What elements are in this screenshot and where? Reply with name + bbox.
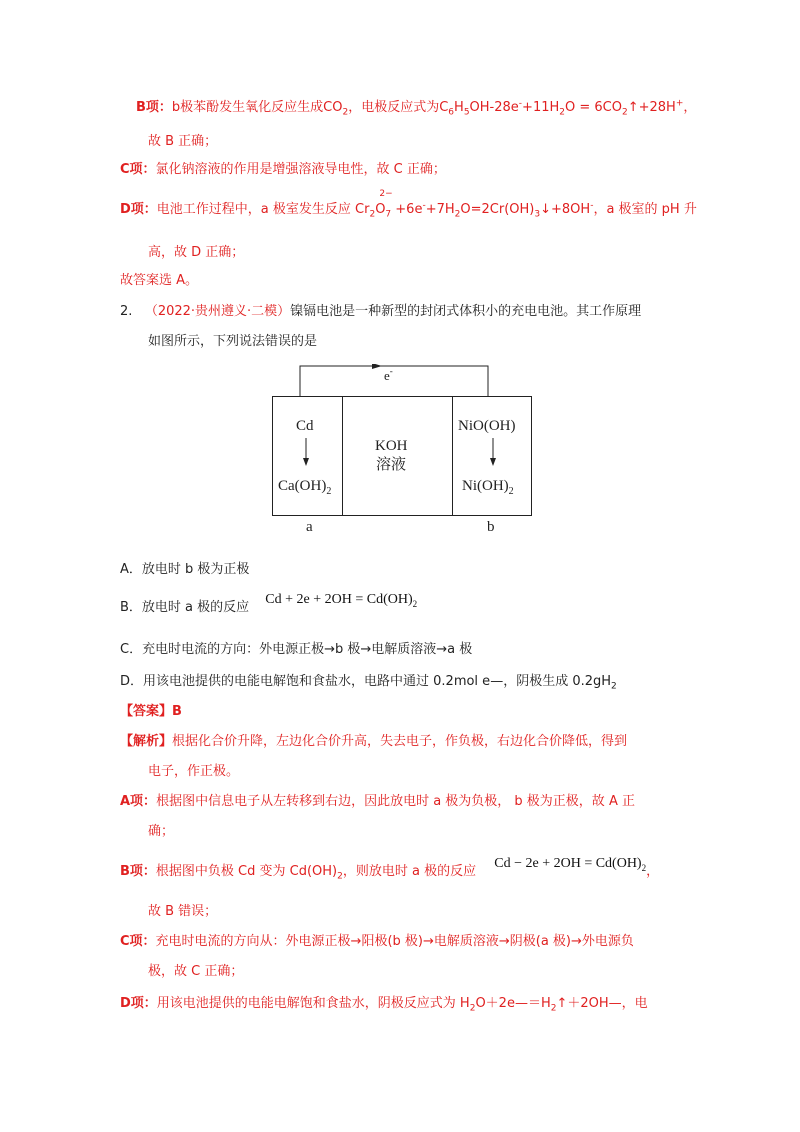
analysis-cont: 电子，作正极。 (148, 764, 240, 779)
text: — (490, 674, 504, 689)
analysis-d-line (120, 189, 697, 220)
question-2 (120, 302, 641, 322)
text: H (454, 100, 464, 115)
analysis-c2-cont: 极，故 C 正确； (148, 964, 244, 979)
analysis-b-line (136, 98, 696, 118)
question-number: 2. (120, 304, 133, 319)
subscript: 2 (508, 486, 514, 497)
analysis-line (120, 732, 627, 752)
left-top-label: Cd (296, 418, 314, 434)
text: Cd − 2e + 2OH = Cd(OH) (494, 856, 642, 871)
equation (494, 856, 646, 871)
text: 根据化合价升降，左边化合价升高，失去电子，作负极，右边化合价降低，得到 (172, 734, 628, 749)
electrolyte-sublabel: 溶液 (376, 457, 407, 473)
text: ， (683, 100, 697, 115)
subscript: 2 (641, 862, 647, 873)
text: ＝H (527, 996, 551, 1011)
text: 根据图中负极 Cd 变为 Cd(OH) (155, 864, 338, 879)
answer-line (120, 702, 182, 722)
text: +11H (522, 100, 560, 115)
subscript: 2 (611, 681, 617, 692)
subscript: 5 (463, 107, 470, 118)
text: 充电时电流的方向从：外电源正极→阳极(b 极)→电解质溶液→阴极(a 极)→外电源负 (155, 934, 634, 949)
text: ，电极反应式为C (348, 100, 449, 115)
external-wire (300, 366, 488, 396)
subscript: 2 (369, 209, 376, 220)
left-bottom-label (278, 478, 331, 497)
text: ↓+8OH (540, 202, 591, 217)
item-label: A项： (120, 794, 157, 809)
subscript: 2 (550, 1003, 557, 1014)
text: O＋2e (475, 996, 515, 1011)
superscript: + (675, 98, 684, 109)
analysis-label: 【解析】 (120, 734, 173, 749)
text: +7H (425, 202, 455, 217)
electrode-b-label: b (487, 519, 495, 534)
question-text: 镍镉电池是一种新型的封闭式体积小的充电电池。其工作原理 (290, 304, 642, 319)
text: 氯化钠溶液的作用是增强溶液导电性，故 C 正确； (155, 162, 446, 177)
electron-label (384, 366, 393, 383)
option-c: C．充电时电流的方向：外电源正极→b 极→电解质溶液→a 极 (120, 642, 473, 657)
ion-charge (379, 189, 393, 220)
text: B．放电时 a 极的反应 (120, 600, 250, 615)
analysis-b2-line (120, 856, 660, 882)
subscript: 2 (412, 598, 418, 609)
arrow-down-icon (490, 458, 496, 466)
text: 用该电池提供的电能电解饱和食盐水，阴极反应式为 H (156, 996, 470, 1011)
battery-diagram (272, 364, 532, 534)
subscript: 2 (559, 107, 565, 118)
subscript: 2 (469, 1003, 476, 1014)
question-source: （2022·贵州遵义·二模） (144, 304, 291, 319)
subscript: 2 (454, 209, 461, 220)
text: 电池工作过程中，a 极室发生反应 Cr (156, 202, 370, 217)
subscript: 2 (326, 486, 332, 497)
superscript: - (389, 366, 393, 376)
text: — (514, 996, 528, 1011)
text: ，电 (621, 996, 648, 1011)
answer-label: 【答案】 (120, 704, 173, 719)
analysis-a-line (120, 792, 635, 812)
item-label: D项： (120, 996, 157, 1011)
subscript: 2 (621, 107, 628, 118)
analysis-d2-line (120, 994, 648, 1014)
text: ↑+28H (627, 100, 676, 115)
item-label: C项： (120, 934, 156, 949)
subscript: 2 (337, 871, 343, 882)
electrolyte-label: KOH (375, 438, 408, 454)
subscript: 3 (534, 209, 541, 220)
analysis-b2-cont: 故 B 错误； (148, 904, 218, 919)
equation (265, 592, 417, 607)
electrode-a-label: a (306, 519, 313, 534)
item-label: B项： (120, 864, 156, 879)
superscript: - (518, 98, 523, 109)
item-label: B项： (136, 100, 172, 115)
analysis-c-line (120, 160, 446, 180)
text: O = 6CO (565, 100, 622, 115)
text: Ni(OH) (462, 478, 509, 494)
text: ，则放电时 a 极的反应 (342, 864, 477, 879)
item-label: D项： (120, 202, 157, 217)
option-b (120, 592, 418, 618)
text: O=2Cr(OH) (460, 202, 535, 217)
subscript: 6 (448, 107, 455, 118)
text: Cd + 2e + 2OH = Cd(OH) (265, 592, 413, 607)
superscript: 2− (379, 189, 393, 199)
text: b极苯酚发生氧化反应生成CO (171, 100, 343, 115)
text: ，a 极室的 pH 升 (593, 202, 697, 217)
right-top-label: NiO(OH) (458, 418, 516, 434)
subscript: 2 (342, 107, 349, 118)
option-d (120, 672, 617, 692)
text: O (375, 202, 386, 217)
right-bottom-label (462, 478, 514, 497)
text: D．用该电池提供的电能电解饱和食盐水，电路中通过 0.2mol e (120, 674, 491, 689)
text: — (608, 996, 622, 1011)
text: OH-28e (469, 100, 519, 115)
option-a: A．放电时 b 极为正极 (120, 562, 250, 577)
subscript: 7 (385, 209, 392, 220)
text: ， (646, 864, 660, 879)
text: +6e (391, 202, 423, 217)
text: Ca(OH) (278, 478, 327, 494)
text: e (384, 368, 390, 383)
text: ，阴极生成 0.2gH (503, 674, 612, 689)
item-label: C项： (120, 162, 156, 177)
text: ↑＋2OH (556, 996, 609, 1011)
analysis-d-cont: 高，故 D 正确； (148, 245, 245, 260)
arrow-down-icon (303, 458, 309, 466)
analysis-b-cont: 故 B 正确； (148, 134, 218, 149)
question-2-cont: 如图所示，下列说法错误的是 (148, 334, 318, 349)
superscript: - (422, 200, 426, 211)
analysis-a-cont: 确； (148, 824, 175, 839)
text: 根据图中信息电子从左转移到右边，因此放电时 a 极为负极， b 极为正极，故 A 正 (156, 794, 635, 809)
superscript: - (590, 200, 594, 211)
answer-conclusion: 故答案选 A。 (120, 273, 199, 288)
analysis-c2-line (120, 932, 634, 952)
answer-value: B (172, 704, 182, 719)
